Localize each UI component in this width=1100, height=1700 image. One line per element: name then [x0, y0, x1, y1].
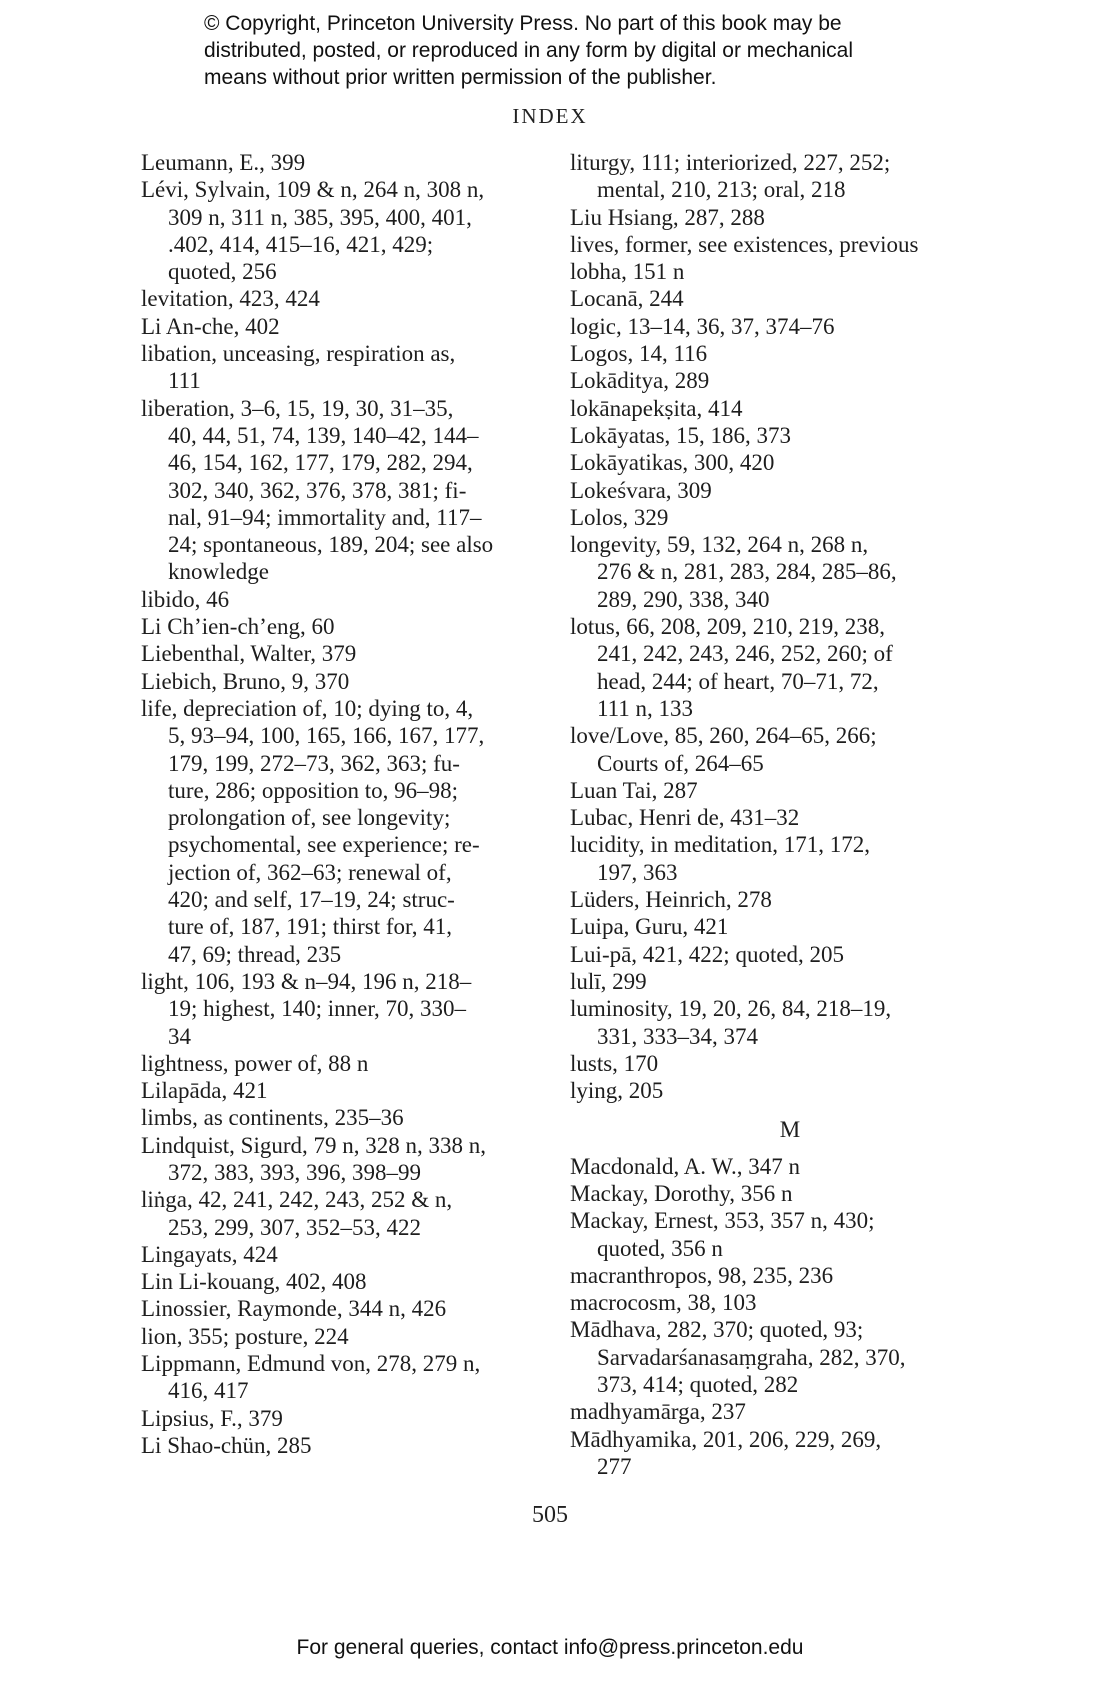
index-entry — [141, 1432, 561, 1459]
index-entry-line: Sarvadarśanasaṃgraha, 282, 370, — [597, 1344, 906, 1370]
index-entry — [570, 1289, 1010, 1316]
index-entry-line: Linossier, Raymonde, 344 n, 426 — [141, 1296, 447, 1322]
index-entry-line: libation, unceasing, respiration as, — [141, 341, 456, 367]
page-number: 505 — [532, 1502, 568, 1528]
copyright-line: distributed, posted, or reproduced in any form by digital or mechanical — [204, 39, 854, 62]
index-entry — [570, 777, 1010, 804]
index-entry-line: 302, 340, 362, 376, 378, 381; fi- — [168, 477, 467, 503]
index-entry-line: Lindquist, Sigurd, 79 n, 328 n, 338 n, — [141, 1132, 487, 1158]
index-entry — [570, 913, 1010, 940]
index-entry — [570, 504, 1010, 531]
index-entry-line: 34 — [168, 1023, 191, 1049]
index-entry-line: Courts of, 264–65 — [597, 750, 764, 776]
page-header: INDEX — [512, 104, 588, 128]
copyright-line: © Copyright, Princeton University Press. No part of this book may be — [204, 12, 842, 35]
index-entry-line: nal, 91–94; immortality and, 117– — [168, 504, 482, 530]
index-entry — [141, 586, 561, 613]
index-entry-line: Macdonald, A. W., 347 n — [570, 1153, 800, 1179]
index-entry-line: Li Shao-chün, 285 — [141, 1432, 312, 1458]
index-entry-line: levitation, 423, 424 — [141, 286, 320, 312]
index-entry — [141, 668, 561, 695]
index-entry — [570, 886, 1010, 913]
index-entry-line: limbs, as continents, 235–36 — [141, 1105, 404, 1131]
index-entry-line: 276 & n, 281, 283, 284, 285–86, — [597, 559, 897, 585]
index-entry — [570, 995, 1010, 1050]
index-entry-line: longevity, 59, 132, 264 n, 268 n, — [570, 532, 869, 558]
index-entry — [141, 968, 561, 1050]
index-entry-line: Lingayats, 424 — [141, 1241, 278, 1267]
index-entry-line: Luipa, Guru, 421 — [570, 914, 729, 940]
index-entry — [141, 313, 561, 340]
index-entry — [570, 395, 1010, 422]
index-entry-line: 46, 154, 162, 177, 179, 282, 294, — [168, 450, 473, 476]
index-entry-line: lokānapekṣita, 414 — [570, 395, 743, 421]
index-entry-line: Lilapāda, 421 — [141, 1078, 268, 1104]
index-entry — [570, 613, 1010, 722]
index-entry-line: Lin Li-kouang, 402, 408 — [141, 1269, 367, 1295]
index-entry-line: 179, 199, 272–73, 362, 363; fu- — [168, 750, 460, 776]
index-entry-line: macrocosm, 38, 103 — [570, 1290, 757, 1316]
index-entry-line: ture, 286; opposition to, 96–98; — [168, 777, 459, 803]
index-column-right — [570, 149, 1010, 1480]
index-entry-line: Luan Tai, 287 — [570, 777, 698, 803]
index-entry-line: Lokeśvara, 309 — [570, 477, 712, 503]
index-entry-line: logic, 13–14, 36, 37, 374–76 — [570, 313, 835, 339]
index-entry-line: 416, 417 — [168, 1378, 249, 1404]
index-entry-line: Lüders, Heinrich, 278 — [570, 887, 772, 913]
index-entry-line: love/Love, 85, 260, 264–65, 266; — [570, 723, 877, 749]
index-entry-line: libido, 46 — [141, 586, 230, 612]
index-entry-line: Lolos, 329 — [570, 504, 669, 530]
index-entry — [141, 149, 561, 176]
index-entry-line: 40, 44, 51, 74, 139, 140–42, 144– — [168, 422, 479, 448]
index-entry — [141, 285, 561, 312]
index-entry — [570, 941, 1010, 968]
index-entry-line: head, 244; of heart, 70–71, 72, — [597, 668, 879, 694]
index-entry-line: 253, 299, 307, 352–53, 422 — [168, 1214, 421, 1240]
index-entry-line: knowledge — [168, 559, 269, 585]
index-entry — [141, 1323, 561, 1350]
index-entry-line: lion, 355; posture, 224 — [141, 1323, 349, 1349]
index-entry-line: .402, 414, 415–16, 421, 429; — [168, 231, 434, 257]
index-entry — [141, 1405, 561, 1432]
index-entry-line: lightness, power of, 88 n — [141, 1050, 369, 1076]
index-entry-line: lulī, 299 — [570, 968, 647, 994]
index-entry-line: liberation, 3–6, 15, 19, 30, 31–35, — [141, 395, 454, 421]
index-entry-line: quoted, 256 — [168, 259, 277, 285]
index-entry-line: 5, 93–94, 100, 165, 166, 167, 177, — [168, 723, 485, 749]
index-entry-line: Lévi, Sylvain, 109 & n, 264 n, 308 n, — [141, 177, 485, 203]
index-entry — [141, 1295, 561, 1322]
index-entry — [570, 477, 1010, 504]
index-entry-line: lusts, 170 — [570, 1050, 659, 1076]
index-entry-line: jection of, 362–63; renewal of, — [168, 859, 452, 885]
index-entry-line: 47, 69; thread, 235 — [168, 941, 342, 967]
index-entry — [570, 722, 1010, 777]
index-column-left — [141, 149, 561, 1459]
index-entry-line: Leumann, E., 399 — [141, 150, 306, 175]
index-entry — [141, 340, 561, 395]
index-entry-line: 289, 290, 338, 340 — [597, 586, 770, 612]
index-entry-line: macranthropos, 98, 235, 236 — [570, 1262, 834, 1288]
index-entry — [570, 449, 1010, 476]
index-entry-line: 241, 242, 243, 246, 252, 260; of — [597, 641, 893, 667]
index-entry-line: 420; and self, 17–19, 24; struc- — [168, 887, 455, 913]
index-entry — [570, 831, 1010, 886]
index-entry — [141, 395, 561, 586]
index-entry-line: 111 — [168, 368, 201, 394]
index-entry-line: Mādhyamika, 201, 206, 229, 269, — [570, 1426, 882, 1452]
index-entry-line: 309 n, 311 n, 385, 395, 400, 401, — [168, 204, 472, 230]
index-entry — [570, 231, 1010, 258]
index-entry-line: lucidity, in meditation, 171, 172, — [570, 832, 871, 858]
index-entry-line: mental, 210, 213; oral, 218 — [597, 177, 846, 203]
index-entry — [141, 1350, 561, 1405]
index-entry — [570, 285, 1010, 312]
index-entry-line: Liebich, Bruno, 9, 370 — [141, 668, 350, 694]
index-entry-line: 277 — [597, 1453, 632, 1479]
index-entry — [141, 613, 561, 640]
index-entry — [570, 1316, 1010, 1398]
index-entry-line: 197, 363 — [597, 859, 678, 885]
index-entry-line: lobha, 151 n — [570, 259, 685, 285]
copyright-line: means without prior written permission of the publisher. — [204, 66, 717, 89]
index-entry — [570, 340, 1010, 367]
index-entry — [570, 1153, 1010, 1180]
index-entry-line: Lui-pā, 421, 422; quoted, 205 — [570, 941, 845, 967]
contact-footer: For general queries, contact info@press.princeton.edu — [296, 1636, 804, 1659]
index-entry-line: Lokāditya, 289 — [570, 368, 710, 394]
index-entry-line: Mādhava, 282, 370; quoted, 93; — [570, 1317, 864, 1343]
section-letter: M — [779, 1117, 801, 1143]
index-entry-line: Liebenthal, Walter, 379 — [141, 641, 357, 667]
index-entry-line: liturgy, 111; interiorized, 227, 252; — [570, 150, 891, 175]
index-entry — [141, 695, 561, 968]
index-entry-line: lying, 205 — [570, 1078, 664, 1104]
index-entry — [141, 1104, 561, 1131]
index-entry — [570, 1426, 1010, 1481]
index-entry-line: Li An-che, 402 — [141, 313, 280, 339]
index-entry-line: Lokāyatikas, 300, 420 — [570, 450, 775, 476]
index-entry — [570, 1077, 1010, 1104]
index-entry-line: Li Ch’ien-ch’eng, 60 — [141, 614, 335, 640]
index-entry-line: Lipsius, F., 379 — [141, 1405, 283, 1431]
index-entry-line: lotus, 66, 208, 209, 210, 219, 238, — [570, 614, 885, 640]
index-entry-line: light, 106, 193 & n–94, 196 n, 218– — [141, 968, 472, 994]
index-entry-line: ture of, 187, 191; thirst for, 41, — [168, 914, 452, 940]
index-entry — [570, 367, 1010, 394]
index-entry — [141, 1050, 561, 1077]
index-entry — [141, 1132, 561, 1187]
index-entry-line: life, depreciation of, 10; dying to, 4, — [141, 695, 474, 721]
index-entry — [570, 1050, 1010, 1077]
index-entry — [141, 640, 561, 667]
index-entry — [570, 1207, 1010, 1262]
index-entry-line: Mackay, Dorothy, 356 n — [570, 1180, 793, 1206]
copyright-notice — [204, 10, 984, 91]
index-entry-line: 373, 414; quoted, 282 — [597, 1372, 799, 1398]
index-entry-line: 19; highest, 140; inner, 70, 330– — [168, 996, 467, 1022]
index-entry — [141, 1268, 561, 1295]
index-entry — [570, 313, 1010, 340]
index-entry-line: luminosity, 19, 20, 26, 84, 218–19, — [570, 996, 892, 1022]
index-entry-line: Logos, 14, 116 — [570, 341, 708, 367]
index-entry — [570, 531, 1010, 613]
index-entry-line: lives, former, see existences, previous — [570, 231, 919, 257]
index-entry-line: madhyamārga, 237 — [570, 1399, 746, 1425]
index-entry-line: Lokāyatas, 15, 186, 373 — [570, 422, 792, 448]
index-entry — [141, 176, 561, 285]
index-entry — [141, 1186, 561, 1241]
index-entry — [570, 422, 1010, 449]
index-entry-line: Lubac, Henri de, 431–32 — [570, 805, 800, 831]
index-entry-line: psychomental, see experience; re- — [168, 832, 480, 858]
index-entry — [570, 968, 1010, 995]
index-entry — [141, 1241, 561, 1268]
index-entry — [570, 258, 1010, 285]
index-entry — [570, 149, 1010, 204]
index-entry-line: liṅga, 42, 241, 242, 243, 252 & n, — [141, 1187, 453, 1213]
index-entry — [570, 1398, 1010, 1425]
index-entry-line: prolongation of, see longevity; — [168, 805, 451, 831]
index-entry — [141, 1077, 561, 1104]
index-entry — [570, 1262, 1010, 1289]
index-entry-line: 111 n, 133 — [597, 695, 694, 721]
index-entry-line: Liu Hsiang, 287, 288 — [570, 204, 765, 230]
index-entry-line: Mackay, Ernest, 353, 357 n, 430; — [570, 1208, 875, 1234]
index-entry — [570, 1180, 1010, 1207]
index-entry-line: Locanā, 244 — [570, 286, 684, 312]
index-entry — [570, 804, 1010, 831]
index-entry-line: 24; spontaneous, 189, 204; see also — [168, 532, 494, 558]
index-entry-line: 331, 333–34, 374 — [597, 1023, 758, 1049]
index-entry-line: 372, 383, 393, 396, 398–99 — [168, 1159, 421, 1185]
index-entry-line: quoted, 356 n — [597, 1235, 723, 1261]
index-entry-line: Lippmann, Edmund von, 278, 279 n, — [141, 1351, 481, 1377]
index-entry — [570, 204, 1010, 231]
